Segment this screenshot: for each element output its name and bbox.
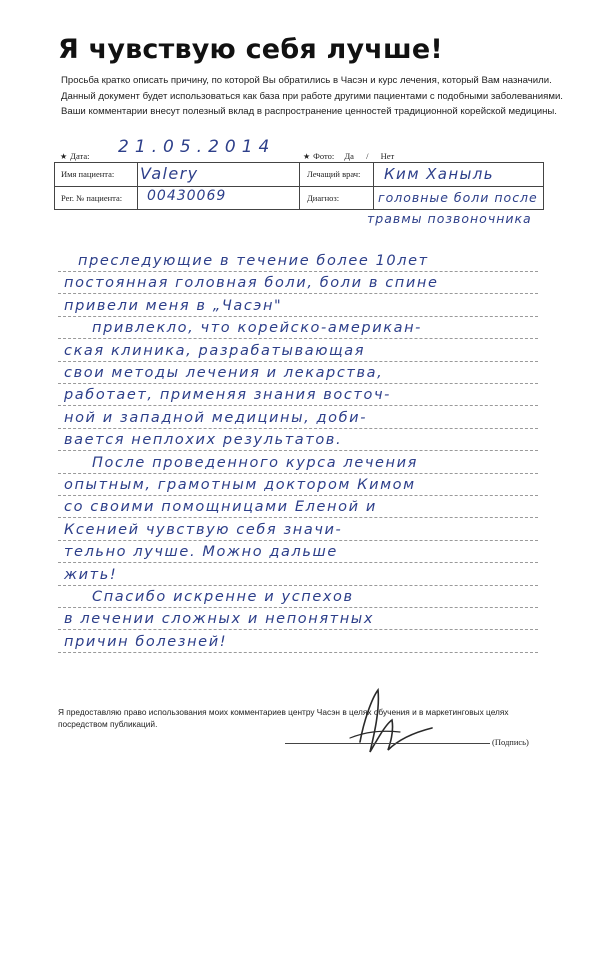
ruled-line: [58, 383, 538, 384]
ruled-line: [58, 562, 538, 563]
photo-separator: /: [366, 151, 369, 161]
comment-line: тельно лучше. Можно дальше: [64, 544, 338, 561]
doctor-value: Ким Ханыль: [384, 165, 495, 183]
comment-line: ной и западной медицины, доби-: [64, 409, 368, 426]
ruled-line: [58, 652, 538, 653]
doctor-label: Лечащий врач:: [307, 169, 361, 179]
diagnosis-value-line2: травмы позвоночника: [367, 211, 532, 226]
comment-line: привели меня в „Часэн": [64, 297, 283, 314]
comment-line: причин болезней!: [64, 633, 228, 650]
ruled-line: [58, 629, 538, 630]
photo-yes-option[interactable]: Да: [344, 151, 354, 161]
date-value: 21.05.2014: [118, 137, 276, 157]
comment-line: работает, применяя знания восточ-: [64, 387, 391, 404]
page-title: Я чувствую себя лучше!: [58, 34, 443, 65]
comment-line: Ксенией чувствую себя значи-: [64, 521, 343, 538]
ruled-line: [58, 338, 538, 339]
table-divider: [299, 163, 300, 209]
patient-name-value: Valery: [140, 164, 199, 183]
consent-text: [58, 706, 558, 730]
photo-label: Фото:: [313, 151, 335, 161]
ruled-line: [58, 271, 538, 272]
table-divider: [137, 163, 138, 209]
ruled-line: [58, 316, 538, 317]
comment-line: ская клиника, разрабатывающая: [64, 342, 366, 359]
intro-line: Ваши комментарии внесут полезный вклад в распространение ценностей традиционной корейской медицины.: [61, 106, 557, 117]
ruled-line: [58, 495, 538, 496]
comment-line: Спасибо искренне и успехов: [92, 589, 354, 605]
comment-line: После проведенного курса лечения: [92, 454, 418, 471]
intro-line: Просьба кратко описать причину, по которой Вы обратились в Часэн и курс лечения, который Вам назначили.: [61, 75, 552, 86]
comment-line: со своими помощницами Еленой и: [64, 499, 377, 516]
diagnosis-label: Диагноз:: [307, 193, 340, 203]
ruled-line: [58, 405, 538, 406]
reg-number-label: Рег. № пациента:: [61, 193, 123, 203]
star-icon: ★: [60, 152, 68, 161]
signature-label: (Подпись): [492, 737, 529, 747]
photo-no-option[interactable]: Нет: [380, 151, 395, 161]
date-label-wrap: [60, 151, 89, 161]
ruled-line: [58, 473, 538, 474]
consent-line: Я предоставляю право использования моих комментариев центру Часэн в целях обучения и в маркетинговых целях: [58, 707, 509, 717]
ruled-line: [58, 293, 538, 294]
comment-line: вается неплохих результатов.: [64, 432, 343, 449]
ruled-line: [58, 428, 538, 429]
comment-line: свои методы лечения и лекарства,: [64, 365, 384, 381]
intro-line: Данный документ будет использоваться как база при работе другими пациентами с подобными заболеваниями.: [61, 90, 563, 102]
table-divider: [373, 163, 374, 209]
diagnosis-value-line1: головные боли после: [378, 190, 538, 205]
ruled-line: [58, 607, 538, 608]
photo-label-wrap: [303, 151, 394, 161]
comment-line: постоянная головная боли, боли в спине: [64, 275, 439, 292]
ruled-line: [58, 585, 538, 586]
reg-number-value: 00430069: [147, 188, 227, 204]
star-icon: ★: [303, 152, 311, 161]
comment-line: жить!: [64, 566, 118, 583]
comment-line: преследующие в течение более 10лет: [78, 253, 429, 269]
ruled-line: [58, 517, 538, 518]
date-label: Дата:: [70, 151, 90, 161]
comment-line: опытным, грамотным доктором Кимом: [64, 477, 416, 493]
ruled-line: [58, 540, 538, 541]
intro-text: [61, 73, 561, 120]
ruled-line: [58, 361, 538, 362]
ruled-line: [58, 450, 538, 451]
consent-line: посредством публикаций.: [58, 719, 158, 729]
signature-line: [285, 743, 490, 744]
comment-line: в лечении сложных и непонятных: [64, 611, 375, 628]
comment-line: привлекло, что корейско-американ-: [92, 320, 422, 337]
patient-name-label: Имя пациента:: [61, 169, 115, 179]
